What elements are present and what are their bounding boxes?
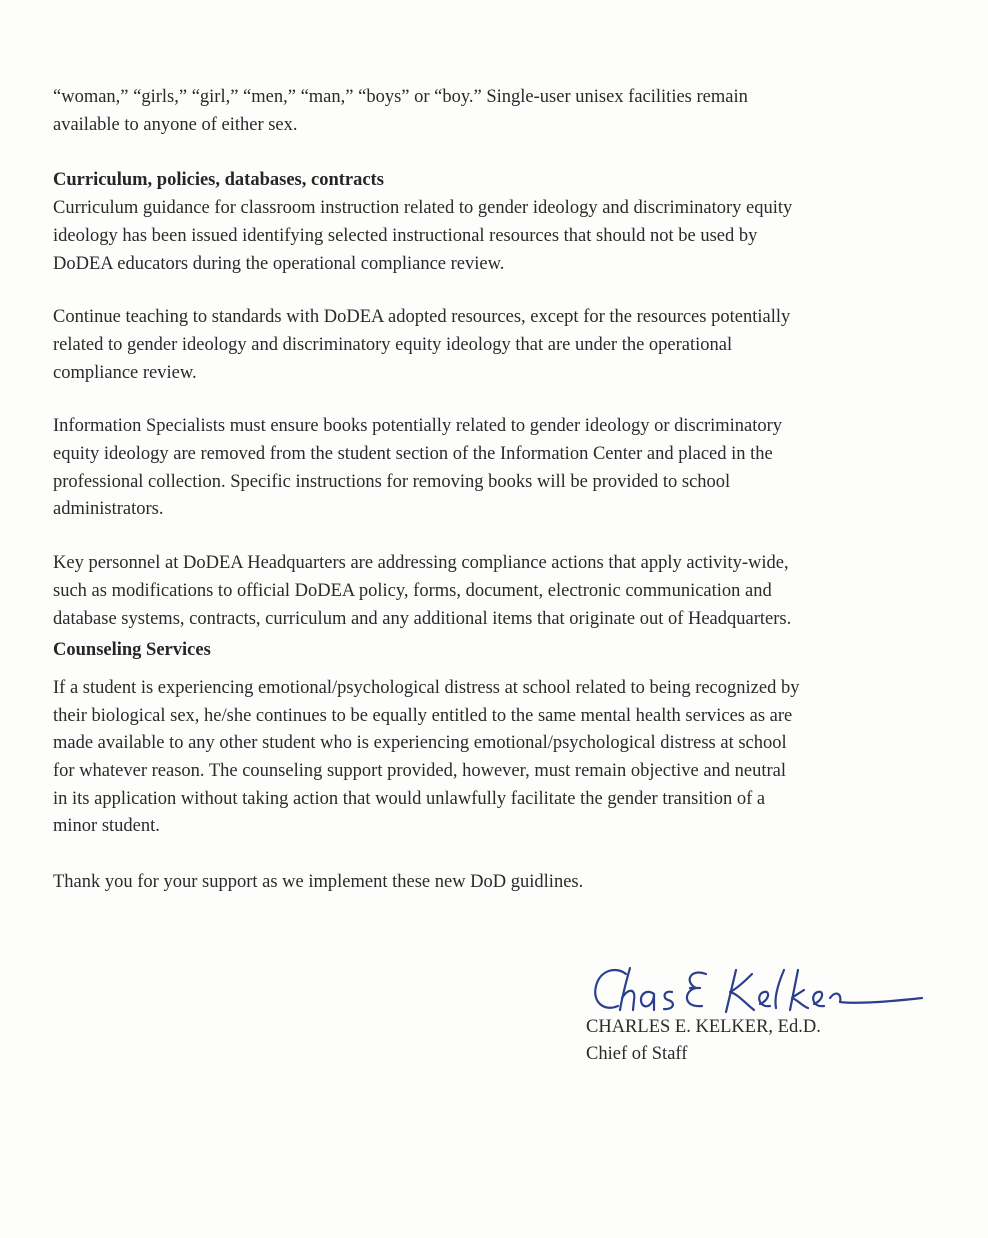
curriculum-paragraph-1: Curriculum guidance for classroom instruction related to gender ideology and discriminatory equity ideology has been issued identifying selected instructional resources that should not be used by DoDEA educators during the operational compliance review.	[53, 198, 793, 274]
intro-paragraph: “woman,” “girls,” “girl,” “men,” “man,” “boys” or “boy.” Single-user unisex facilities remain available to anyone of either sex.	[53, 87, 748, 135]
signature-block	[586, 960, 946, 1070]
signer-title: Chief of Staff	[586, 1044, 688, 1064]
curriculum-heading: Curriculum, policies, databases, contracts	[53, 170, 384, 191]
signer-name: CHARLES E. KELKER, Ed.D.	[586, 1017, 821, 1037]
closing-paragraph: Thank you for your support as we implement these new DoD guidlines.	[53, 872, 584, 893]
counseling-paragraph: If a student is experiencing emotional/psychological distress at school related to being recognized by their biological sex, he/she continues to be equally entitled to the same mental health services as are made available to any other student who is experiencing emotional/psychological distress at school for whatever reason. The counseling support provided, however, must remain objective and neutral in its application without taking action that would unlawfully facilitate the gender transition of a minor student.	[53, 677, 800, 837]
curriculum-paragraph-2: Continue teaching to standards with DoDEA adopted resources, except for the resources potentially related to gender ideology and discriminatory equity ideology that are under the operational compliance review.	[53, 307, 791, 383]
counseling-heading: Counseling Services	[53, 640, 211, 661]
curriculum-paragraph-4: Key personnel at DoDEA Headquarters are addressing compliance actions that apply activity-wide, such as modifications to official DoDEA policy, forms, document, electronic communication and database systems, contracts, curriculum and any additional items that originate out of Headquarters.	[53, 553, 792, 629]
curriculum-paragraph-3: Information Specialists must ensure books potentially related to gender ideology or discriminatory equity ideology are removed from the student section of the Information Center and placed in the professional collection. Specific instructions for removing books will be provided to school administrators.	[53, 416, 783, 520]
letter-body	[53, 84, 958, 897]
